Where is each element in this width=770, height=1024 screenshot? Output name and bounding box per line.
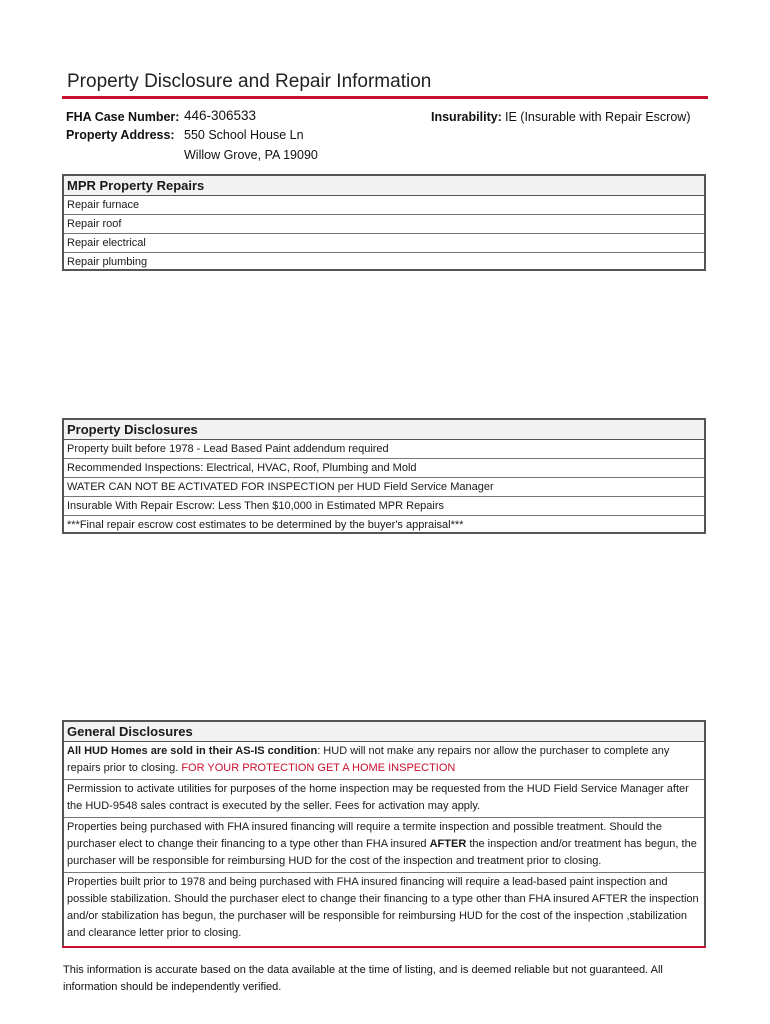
footer-disclaimer: This information is accurate based on the data available at the time of listing, and is deemed reliable but not guaranteed. All information should be independently verified.: [63, 964, 663, 993]
insurability-label: Insurability:: [431, 110, 502, 124]
property-address-line1: 550 School House Ln: [184, 128, 304, 142]
disclosure-item: Property built before 1978 - Lead Based Paint addendum required: [64, 440, 704, 459]
mpr-repair-item: Repair electrical: [64, 234, 704, 253]
mpr-repair-item: Repair roof: [64, 215, 704, 234]
property-address-line2: Willow Grove, PA 19090: [184, 148, 318, 162]
mpr-repairs-heading: MPR Property Repairs: [64, 176, 704, 196]
general-disclosures-heading: General Disclosures: [64, 722, 704, 742]
mpr-repairs-table: [62, 174, 706, 271]
general-disclosure-utilities: Permission to activate utilities for purposes of the home inspection may be requested from the HUD Field Service Manager after the HUD-9548 sales contract is executed by the seller. Fees for activation may apply.: [64, 780, 704, 818]
general-disclosure-as-is: All HUD Homes are sold in their AS-IS condition: HUD will not make any repairs nor allow the purchaser to complete any repairs prior to closing. FOR YOUR PROTECTION GET A HOME INSPECTION: [64, 742, 704, 780]
bottom-divider: [62, 946, 706, 948]
fha-case-value: 446-306533: [184, 108, 257, 123]
insurability-value: IE (Insurable with Repair Escrow): [505, 110, 691, 124]
page-title: Property Disclosure and Repair Information: [67, 71, 432, 92]
disclosure-item: Recommended Inspections: Electrical, HVAC, Roof, Plumbing and Mold: [64, 459, 704, 478]
property-disclosures-table: [62, 418, 706, 534]
title-divider: [62, 96, 708, 99]
disclosure-item: ***Final repair escrow cost estimates to be determined by the buyer's appraisal***: [67, 519, 464, 531]
general-disclosure-lead-paint: Properties built prior to 1978 and being purchased with FHA insured financing will require a lead-based paint inspection and possible stabilization. Should the purchaser elect to change their financing to a type other than FHA insured AFTER the inspection and/or stabilization has begun, the purchaser will be responsible for reimbursing HUD for the cost of the inspection ,stabilization and clearance letter prior to closing.: [67, 876, 699, 939]
general-disclosure-termite: Properties being purchased with FHA insured financing will require a termite inspection and possible treatment. Should the purchaser elect to change their financing to a type other than FHA insured AFTER the inspection and/or treatment has begun, the purchaser will be responsible for reimbursing HUD for the cost of the inspection and treatment prior to closing.: [64, 818, 704, 873]
mpr-repair-item: Repair furnace: [64, 196, 704, 215]
fha-case-label: FHA Case Number:: [66, 110, 180, 124]
disclosure-item: Insurable With Repair Escrow: Less Then $10,000 in Estimated MPR Repairs: [64, 497, 704, 516]
disclosure-item: WATER CAN NOT BE ACTIVATED FOR INSPECTION per HUD Field Service Manager: [64, 478, 704, 497]
property-disclosures-heading: Property Disclosures: [64, 420, 704, 440]
property-address-label: Property Address:: [66, 128, 175, 142]
as-is-emphasis: All HUD Homes are sold in their AS-IS condition: [67, 745, 318, 757]
mpr-repair-item: Repair plumbing: [67, 256, 148, 268]
home-inspection-warning: FOR YOUR PROTECTION GET A HOME INSPECTION: [181, 762, 456, 774]
general-disclosures-table: [62, 720, 706, 948]
